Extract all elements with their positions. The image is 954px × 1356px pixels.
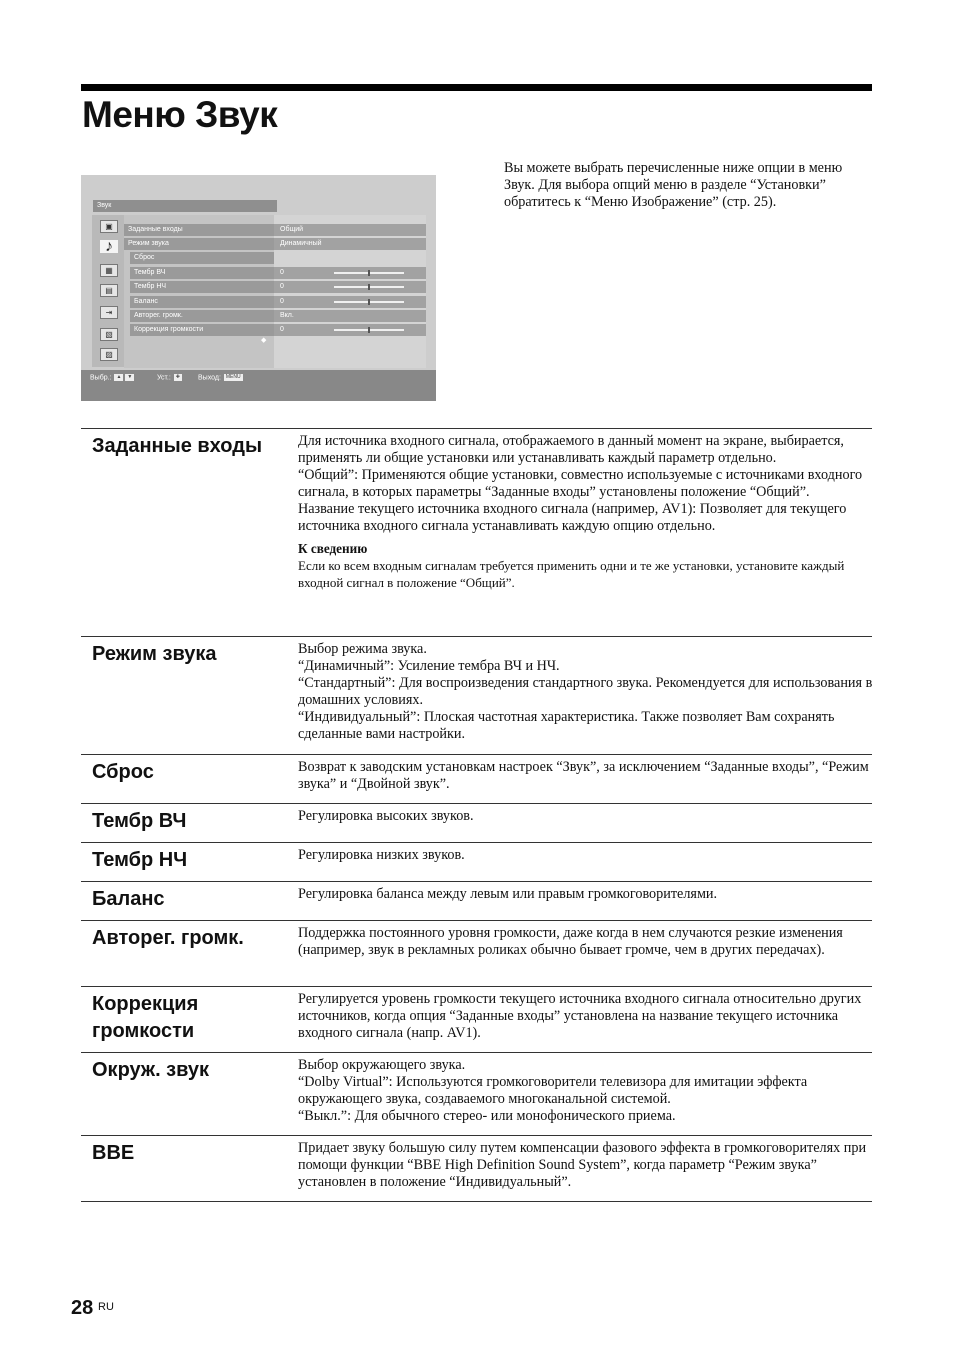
entry-term: Тембр НЧ	[92, 849, 188, 871]
up-key-icon: ▲	[116, 374, 122, 380]
table-bottom-rule	[81, 1201, 872, 1202]
picture-icon: ▣	[100, 220, 118, 233]
entry-term: Баланс	[92, 888, 165, 910]
entry-term: Сброс	[92, 761, 154, 783]
tv-menu-value: Динамичный	[274, 238, 426, 250]
footer-set: Уст.: ✚	[157, 374, 180, 382]
paragraph: Регулировка высоких звуков.	[298, 808, 474, 824]
tv-menu-value: 0	[274, 324, 426, 336]
slider	[334, 329, 404, 331]
enter-key-icon: ✚	[175, 374, 180, 380]
slider	[334, 286, 404, 288]
paragraph: Регулировка низких звуков.	[298, 847, 465, 863]
footer-select: Выбр.: ▲ ▼	[90, 374, 133, 382]
entry-description	[298, 433, 873, 591]
page-title: Меню Звук	[82, 94, 278, 135]
tv-menu-list	[124, 215, 274, 368]
entry-term: BBE	[92, 1142, 135, 1164]
slider	[334, 272, 404, 274]
page-language: RU	[98, 1301, 114, 1313]
slider	[334, 301, 404, 303]
setup-icon: ▧	[100, 328, 118, 341]
paragraph: Придает звуку большую силу путем компенсации фазового эффекта в громкоговорителях при помощи функции “BBE High Definition Sound System”, когда параметр “Режим звука” установлен в положение “Индивидуальный”.	[298, 1140, 867, 1190]
entry-sound-mode	[81, 636, 872, 754]
entry-term: Режим звука	[92, 643, 217, 665]
music-note-icon: ♪	[100, 240, 118, 253]
entry-term: Заданные входы	[92, 435, 263, 457]
tv-menu-values	[274, 215, 426, 368]
entry-description	[298, 925, 873, 959]
top-rule	[81, 84, 872, 91]
settings-table	[81, 428, 872, 1201]
entry-description	[298, 759, 873, 793]
tv-menu-item: Тембр ВЧ	[130, 267, 274, 279]
tv-menu-item: Коррекция громкости	[130, 324, 274, 336]
features-icon: ▤	[100, 284, 118, 297]
tv-menu-value: 0	[274, 281, 426, 293]
paragraph: Поддержка постоянного уровня громкости, даже когда в нем случаются резкие изменения (например, звук в рекламных роликах обычно бывает громче, чем в других передачах).	[298, 925, 843, 958]
input-icon: ⇥	[100, 306, 118, 319]
page-number: 28	[71, 1297, 94, 1319]
entry-term: Окруж. звук	[92, 1059, 210, 1081]
tv-menu-item: Тембр НЧ	[130, 281, 274, 293]
tv-menu-footer	[81, 370, 436, 401]
paragraph: “Индивидуальный”: Плоская частотная характеристика. Также позволяет Вам сохранять сделанные вами настройки.	[298, 709, 835, 742]
tv-menu-item: Заданные входы	[124, 224, 274, 236]
entry-description	[298, 1140, 873, 1191]
entry-volume-offset	[81, 986, 872, 1052]
tv-menu-header: Звук	[93, 200, 277, 212]
tv-menu-value: 0	[274, 267, 426, 279]
entry-reset	[81, 754, 872, 803]
entry-auto-volume	[81, 920, 872, 986]
note-text: Если ко всем входным сигналам требуется применить одни и те же установки, установите каждый входной сигнал в положение “Общий”.	[298, 558, 845, 590]
tv-menu-icon-panel	[92, 215, 125, 367]
entry-bass	[81, 842, 872, 881]
paragraph: “Выкл.”: Для обычного стерео- или монофонического приема.	[298, 1108, 676, 1124]
tv-menu-value: 0	[274, 296, 426, 308]
entry-term: Коррекция громкости	[92, 993, 199, 1042]
paragraph: “Динамичный”: Усиление тембра ВЧ и НЧ.	[298, 658, 560, 674]
entry-description	[298, 886, 873, 903]
paragraph: “Стандартный”: Для воспроизведения стандартного звука. Рекомендуется для использования в домашних условиях.	[298, 675, 873, 708]
entry-term: Тембр ВЧ	[92, 810, 187, 832]
tv-menu-value: Общий	[274, 224, 426, 236]
tv-menu-item: Сброс	[130, 252, 280, 264]
entry-balance	[81, 881, 872, 920]
tv-menu-item: Авторег. громк.	[130, 310, 274, 322]
scroll-down-icon: ◆	[261, 336, 267, 344]
entry-description	[298, 808, 873, 825]
footer-exit: Выход: MENU	[198, 374, 241, 382]
entry-treble	[81, 803, 872, 842]
paragraph: Название текущего источника входного сигнала (например, AV1): Позволяет для текущего источника входного сигнала устанавливать каждую опцию отдельно.	[298, 501, 847, 534]
entry-description	[298, 847, 873, 864]
entry-description	[298, 1057, 873, 1125]
entry-surround	[81, 1052, 872, 1135]
paragraph: “Общий”: Применяются общие установки, совместно используемые с источниками входного сигнала, в которых параметры “Заданные входы” установлены положение “Общий”.	[298, 467, 863, 500]
paragraph: Возврат к заводским установкам настроек “Звук”, за исключением “Заданные входы”, “Режим звука” и “Двойной звук”.	[298, 759, 869, 792]
down-key-icon: ▼	[127, 374, 133, 380]
tv-menu-item: Баланс	[130, 296, 274, 308]
entry-bbe	[81, 1135, 872, 1201]
paragraph: Регулируется уровень громкости текущего источника входного сигнала относительно других источников, когда опция “Заданные входы” установлена на название текущего источника входного сигнала (напр. AV1).	[298, 991, 862, 1041]
paragraph: “Dolby Virtual”: Используются громкоговорители телевизора для имитации эффекта окружающего звука, создаваемого многоканальной системой.	[298, 1074, 808, 1107]
entry-term: Авторег. громк.	[92, 927, 244, 949]
entry-description	[298, 991, 873, 1042]
tv-menu-value: Вкл.	[274, 310, 426, 322]
screen-icon: ▦	[100, 264, 118, 277]
tv-menu-screenshot	[81, 175, 436, 401]
menu-key: MENU	[225, 374, 241, 380]
note-heading: К сведению	[298, 541, 368, 556]
paragraph: Выбор окружающего звука.	[298, 1057, 466, 1073]
paragraph: Регулировка баланса между левым или правым громкоговорителями.	[298, 886, 718, 902]
intro-text: Вы можете выбрать перечисленные ниже опции в меню Звук. Для выбора опций меню в разделе “Установки” обратитесь к “Меню Изображение” (стр. 25).	[504, 160, 843, 210]
entry-preset-inputs	[81, 428, 872, 636]
paragraph: Для источника входного сигнала, отображаемого в данный момент на экране, выбирается, применять ли общие установки или устанавливать каждый параметр отдельно.	[298, 433, 844, 466]
tv-menu-item: Режим звука	[124, 238, 274, 250]
settings-icon: ▨	[100, 348, 118, 361]
entry-description	[298, 641, 873, 743]
paragraph: Выбор режима звука.	[298, 641, 427, 657]
